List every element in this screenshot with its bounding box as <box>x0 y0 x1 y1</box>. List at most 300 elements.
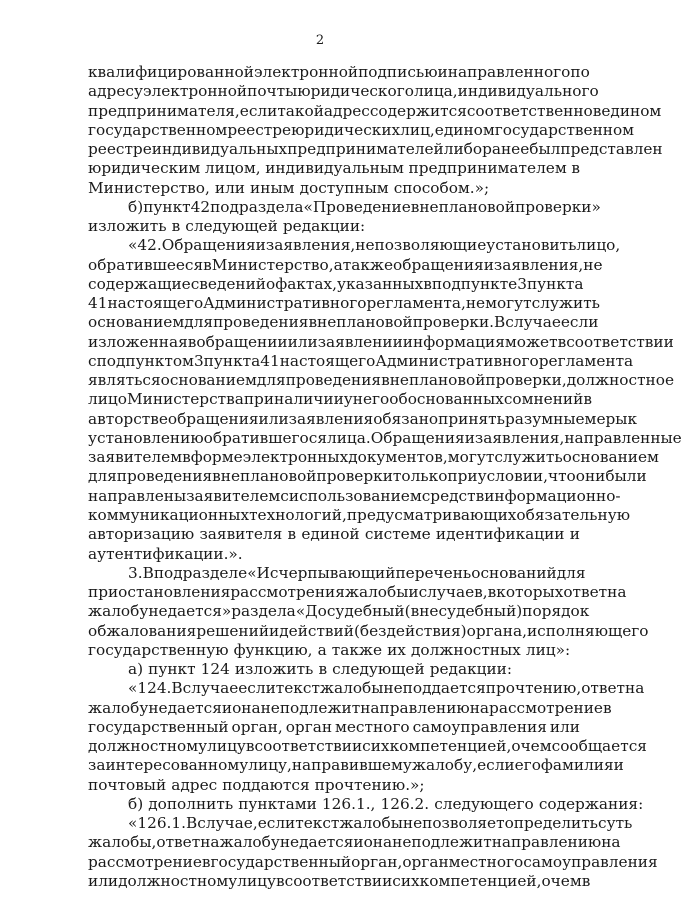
word: проверки. <box>412 313 495 332</box>
word: в <box>318 660 328 679</box>
page-number: 2 <box>315 33 325 48</box>
text-line <box>128 235 621 255</box>
word: случае <box>505 313 561 332</box>
word: обязательную <box>516 505 631 524</box>
word: 124 <box>200 660 230 679</box>
word: функцию, <box>233 640 313 659</box>
word: перечень <box>395 563 472 582</box>
word: лицо, <box>576 236 621 255</box>
word: позволяет <box>422 814 505 833</box>
word: орган, <box>231 717 283 736</box>
word: рассмотрение <box>88 852 202 871</box>
word: могут <box>485 294 532 313</box>
word: электронной <box>142 82 248 101</box>
word: не <box>383 679 403 698</box>
word: В <box>494 313 506 332</box>
word: настоящего <box>107 294 204 313</box>
text-line <box>88 332 674 352</box>
word: адрес <box>323 101 370 120</box>
text-line <box>88 505 631 525</box>
word: основанием <box>160 371 257 390</box>
word: его <box>514 756 541 775</box>
word: лиц, <box>400 120 435 139</box>
word: или <box>287 332 318 351</box>
word: на <box>469 698 490 717</box>
word: она <box>363 833 393 852</box>
word: редакции: <box>429 660 513 679</box>
word: внеплановой <box>381 371 486 390</box>
word: способом.»; <box>393 178 490 197</box>
word: жалобу, <box>411 756 478 775</box>
word: адресу <box>88 82 143 101</box>
word: определить <box>504 814 599 833</box>
word: Обращения <box>161 236 256 255</box>
text-line <box>128 197 601 217</box>
word: него <box>352 390 390 409</box>
word: в <box>557 332 567 351</box>
word: их <box>370 737 390 756</box>
word: заявителя <box>199 525 283 544</box>
word: позволяющие <box>374 236 487 255</box>
word: Министерство, <box>211 255 334 274</box>
word: если <box>477 756 515 775</box>
word: коммуникационных <box>88 505 250 524</box>
word: содержится <box>369 101 467 120</box>
word: электронных <box>242 448 349 467</box>
word: заявителем <box>186 486 281 505</box>
word: суть <box>598 814 633 833</box>
word: либо <box>443 140 483 159</box>
word: жалобу <box>219 833 280 852</box>
word: и <box>353 833 364 852</box>
word: поддается <box>402 679 486 698</box>
word: направлены <box>88 486 187 505</box>
word: и <box>464 428 475 447</box>
word: средств <box>421 486 485 505</box>
word: также <box>342 255 394 274</box>
word: обращения <box>167 409 259 428</box>
word: в <box>287 525 297 544</box>
word: должностному <box>88 737 208 756</box>
word: прочтению, <box>485 679 582 698</box>
word: почтовый <box>88 775 167 794</box>
word: направленные <box>564 428 682 447</box>
word: государственном <box>88 120 228 139</box>
word: с <box>88 351 97 370</box>
word: 126.1., <box>321 794 376 813</box>
word: предпринимателем <box>408 159 567 178</box>
word: подразделе <box>153 563 248 582</box>
word: не <box>148 602 168 621</box>
word: оснований <box>471 563 557 582</box>
word: обратившееся <box>88 255 204 274</box>
word: дополнить <box>148 794 234 813</box>
word: и <box>221 698 233 717</box>
text-line <box>128 813 633 833</box>
word: основанием <box>88 313 185 332</box>
text-line <box>128 563 586 583</box>
word: иным <box>250 178 295 197</box>
word: дается <box>167 698 222 717</box>
word: и <box>483 255 494 274</box>
word: сообщается <box>551 737 647 756</box>
word: которых <box>496 583 564 602</box>
word: проверки» <box>515 197 601 216</box>
word: информационно- <box>484 486 621 505</box>
word: содержащие <box>88 274 191 293</box>
word: и <box>255 236 266 255</box>
text-line <box>128 794 644 814</box>
word: 3 <box>193 351 204 370</box>
word: информация <box>402 332 505 351</box>
word: электронной <box>253 63 359 81</box>
word: заявления, <box>265 236 356 255</box>
word: должностных <box>410 640 521 659</box>
word: адрес <box>171 775 218 794</box>
word: случае, <box>197 814 258 833</box>
word: обоснованных <box>389 390 504 409</box>
word: и <box>569 525 580 544</box>
word: ответ <box>156 833 201 852</box>
word: о <box>266 274 276 293</box>
text-line <box>88 544 580 564</box>
word: в <box>592 101 602 120</box>
word: если <box>239 101 278 120</box>
word: самоуправления <box>523 852 658 871</box>
word: и <box>408 583 419 602</box>
word: указанных <box>336 274 424 293</box>
word: к <box>627 409 638 428</box>
word: и <box>269 621 280 640</box>
word: был <box>529 140 561 159</box>
word: лица. <box>326 428 371 447</box>
word: авторизацию <box>88 525 195 544</box>
word: лицу <box>207 737 246 756</box>
word: содержания: <box>538 794 644 813</box>
word: для <box>184 313 214 332</box>
word: квалифицированной <box>88 63 254 81</box>
word: только <box>392 467 448 486</box>
word: или <box>214 178 245 197</box>
word: изложенная <box>88 332 188 351</box>
word: соответствии <box>284 871 393 890</box>
word: установить <box>486 236 577 255</box>
word: компетенцией, <box>389 737 512 756</box>
word: следующей <box>185 217 278 236</box>
word: подпункте <box>431 274 518 293</box>
text-line <box>88 274 584 294</box>
word: 41 <box>260 351 280 370</box>
word: обращения <box>393 255 484 274</box>
text-line <box>128 678 645 698</box>
word: с <box>392 871 401 890</box>
word: для <box>88 467 117 486</box>
word: условии, <box>477 467 548 486</box>
text-line <box>88 158 580 178</box>
word: «Досудебный <box>295 602 405 621</box>
word: в <box>583 390 592 409</box>
word: а <box>333 255 343 274</box>
word: могут <box>447 448 495 467</box>
word: при <box>447 467 478 486</box>
word: служить <box>531 294 600 313</box>
word: заявителем <box>88 448 183 467</box>
word: приостановления <box>88 583 231 602</box>
word: установлению <box>88 428 204 447</box>
word: в <box>423 274 432 293</box>
text-line <box>88 389 592 409</box>
word: в <box>171 217 181 236</box>
word: не <box>402 814 423 833</box>
word: дается» <box>167 602 232 621</box>
word: не <box>465 294 486 313</box>
text-line <box>88 736 647 756</box>
text-line <box>88 120 635 140</box>
word: соответствии <box>566 332 674 351</box>
word: 126.2. <box>380 794 430 813</box>
text-line <box>88 178 580 198</box>
word: 41 <box>88 294 108 313</box>
word: в <box>203 255 212 274</box>
word: на <box>200 833 220 852</box>
word: заявления, <box>474 428 565 447</box>
word: обязано <box>373 409 439 428</box>
text-line <box>88 255 603 275</box>
word: меры <box>584 409 628 428</box>
word: «124. <box>128 679 172 698</box>
word: на <box>625 679 645 698</box>
word: не <box>583 255 603 274</box>
word: и <box>437 63 448 81</box>
text-line <box>88 351 634 371</box>
word: внеплановой <box>410 197 516 216</box>
word: такой <box>277 101 324 120</box>
word: индивидуальным <box>265 159 404 178</box>
word: Административного <box>203 294 367 313</box>
word: или <box>258 409 289 428</box>
word: с <box>362 737 371 756</box>
word: местного <box>448 852 524 871</box>
word: направлению <box>360 698 470 717</box>
word: жалобы, <box>88 833 157 852</box>
word: индивидуальных <box>151 140 288 159</box>
word: местного <box>334 717 410 736</box>
word: внеплановой <box>308 313 413 332</box>
word: редакции: <box>282 217 366 236</box>
word: проведения <box>116 467 213 486</box>
word: жалобы <box>344 583 409 602</box>
word: текст <box>275 679 320 698</box>
word: в <box>581 871 591 890</box>
word: идентификации <box>435 525 565 544</box>
word: рассмотрение <box>489 698 603 717</box>
word: обратившегося <box>203 428 327 447</box>
word: прочтению.»; <box>314 775 425 794</box>
word: реестре <box>227 120 292 139</box>
word: заявлении <box>317 332 403 351</box>
word: не <box>279 833 300 852</box>
text-line <box>88 466 647 486</box>
text-line <box>88 216 580 236</box>
word: лицо <box>88 390 127 409</box>
word: в <box>201 852 211 871</box>
word: о <box>511 737 521 756</box>
word: подписью <box>358 63 438 81</box>
word: если <box>238 679 276 698</box>
text-line <box>88 717 580 737</box>
word: Министерство, <box>88 178 210 197</box>
word: дается <box>299 833 354 852</box>
word: рассмотрения <box>230 583 345 602</box>
word: направлению <box>491 833 602 852</box>
text-line <box>128 659 580 679</box>
word: разумные <box>504 409 585 428</box>
word: порядок <box>522 602 590 621</box>
word: б) <box>128 197 144 216</box>
text-line <box>88 852 658 872</box>
word: сомнений <box>503 390 584 409</box>
text-line <box>88 62 590 82</box>
word: в <box>571 159 580 178</box>
word: В <box>171 679 183 698</box>
word: решений <box>196 621 270 640</box>
word: пункта <box>526 274 584 293</box>
word: следующей <box>332 660 425 679</box>
text-line <box>88 447 659 467</box>
word: регламента, <box>366 294 466 313</box>
word: технологий, <box>249 505 347 524</box>
word: обжалования <box>88 621 197 640</box>
word: текст <box>295 814 340 833</box>
word: государственный <box>88 717 229 736</box>
word: служить <box>494 448 563 467</box>
word: не <box>392 833 412 852</box>
word: ранее <box>482 140 530 159</box>
word: изложить <box>88 217 167 236</box>
text-line <box>88 101 662 121</box>
word: в <box>602 698 612 717</box>
word: самоуправления <box>412 717 547 736</box>
word: следующего <box>434 794 534 813</box>
text-line <box>88 312 599 332</box>
word: жалобы <box>319 679 384 698</box>
word: а) <box>128 660 144 679</box>
word: пункта <box>203 351 261 370</box>
word: пункт <box>143 197 191 216</box>
word: регламента <box>538 351 634 370</box>
word: подлежит <box>411 833 492 852</box>
word: пункт <box>148 660 196 679</box>
word: 42 <box>190 197 211 216</box>
word: предусматривающих <box>346 505 517 524</box>
word: пунктами <box>238 794 317 813</box>
word: в <box>182 448 191 467</box>
word: для <box>556 563 586 582</box>
word: подпунктом <box>96 351 194 370</box>
word: системе <box>364 525 431 544</box>
word: орган <box>402 852 449 871</box>
word: случае <box>182 679 239 698</box>
word: «126.1. <box>128 814 187 833</box>
word: лицом, <box>204 159 261 178</box>
word: внеплановой <box>212 467 317 486</box>
word: может <box>504 332 558 351</box>
text-line <box>88 139 663 159</box>
word: заявления <box>288 409 374 428</box>
word: раздела <box>231 602 296 621</box>
word: (внесудебный) <box>404 602 523 621</box>
word: предпринимателей <box>287 140 444 159</box>
word: направившему <box>291 756 412 775</box>
word: подраздела <box>210 197 304 216</box>
word: или <box>88 871 119 890</box>
word: В <box>142 563 154 582</box>
word: (бездействия) <box>353 621 467 640</box>
word: едином <box>601 101 662 120</box>
word: лиц»: <box>525 640 571 659</box>
word: почты <box>247 82 298 101</box>
word: чем <box>550 871 582 890</box>
word: «Проведение <box>303 197 411 216</box>
text-line <box>88 582 627 602</box>
word: доступным <box>299 178 389 197</box>
word: жалобу <box>88 602 149 621</box>
word: с <box>280 486 289 505</box>
text-line <box>88 640 580 660</box>
word: о <box>541 871 551 890</box>
word: направленного <box>447 63 571 81</box>
word: фактах, <box>275 274 337 293</box>
text-line <box>88 428 682 448</box>
text-line <box>88 832 621 852</box>
word: предпринимателя, <box>88 101 240 120</box>
word: форме <box>190 448 243 467</box>
word: проведения <box>213 313 309 332</box>
text-line <box>88 698 612 718</box>
word: должностному <box>118 871 238 890</box>
word: документов, <box>348 448 448 467</box>
word: на <box>601 833 621 852</box>
word: сведений <box>190 274 266 293</box>
word: лицу <box>237 871 277 890</box>
word: юридических <box>291 120 401 139</box>
word: основанием <box>562 448 659 467</box>
word: являться <box>88 371 161 390</box>
word: по <box>570 63 590 81</box>
word: едином <box>434 120 495 139</box>
word: б) <box>128 794 144 813</box>
word: в <box>276 871 285 890</box>
word: в <box>187 332 197 351</box>
word: при <box>243 390 275 409</box>
text-line <box>88 775 580 795</box>
word: проведения <box>285 371 382 390</box>
word: Министерства <box>126 390 244 409</box>
word: на <box>607 583 627 602</box>
word: их <box>387 640 406 659</box>
word: действий <box>279 621 354 640</box>
word: что <box>547 467 576 486</box>
word: государственном <box>494 120 635 139</box>
word: или <box>549 717 580 736</box>
word: обращении <box>196 332 288 351</box>
word: государственный <box>210 852 352 871</box>
word: не <box>355 236 375 255</box>
word: Административного <box>375 351 539 370</box>
word: должностное <box>566 371 674 390</box>
text-line <box>88 370 674 390</box>
word: настоящего <box>279 351 376 370</box>
